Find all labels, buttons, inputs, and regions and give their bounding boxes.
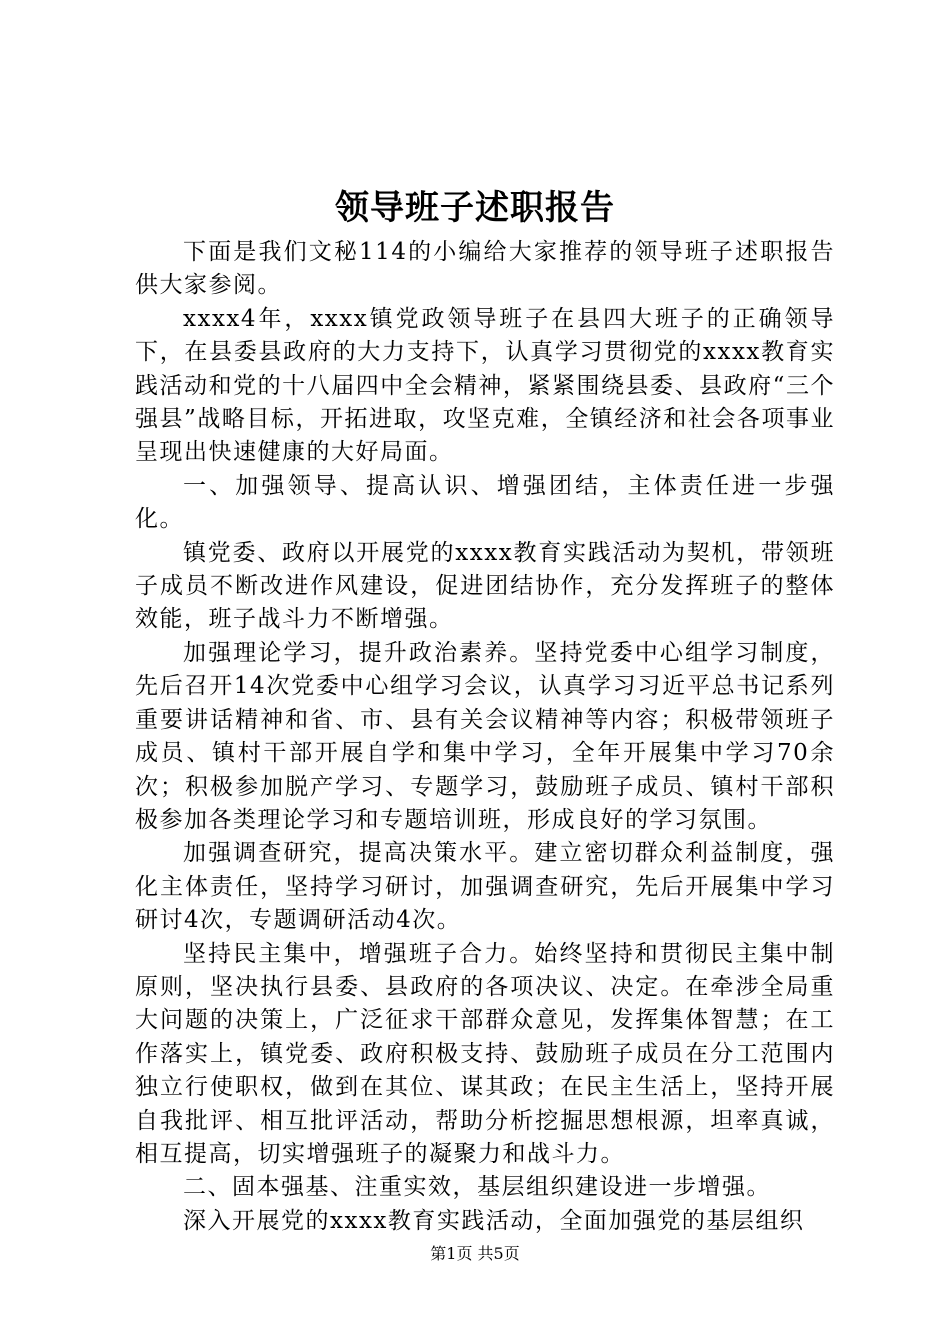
paragraph-democratic-centralism: 坚持民主集中，增强班子合力。始终坚持和贯彻民主集中制原则，坚决执行县委、县政府的各项决议、决定。在牵涉全局重大问题的决策上，广泛征求干部群众意见，发挥集体智慧；在工作落实上，镇党委、政府积极支持、鼓励班子成员在分工范围内独立行使职权，做到在其位、谋其政；在民主生活上，坚持开展自我批评、相互批评活动，帮助分析挖掘思想根源，坦率真诚，相互提高，切实增强班子的凝聚力和战斗力。 — [135, 940, 835, 1167]
document-body — [135, 236, 835, 1238]
paragraph-research: 加强调查研究，提高决策水平。建立密切群众利益制度，强化主体责任，坚持学习研讨，加强调查研究，先后开展集中学习研讨4次，专题调研活动4次。 — [135, 840, 835, 934]
document-title: 领导班子述职报告 — [335, 188, 615, 228]
section-heading-1: 一、加强领导、提高认识、增强团结，主体责任进一步强化。 — [135, 472, 835, 533]
paragraph-theory-study: 加强理论学习，提升政治素养。坚持党委中心组学习制度，先后召开14次党委中心组学习会议，认真学习习近平总书记系列重要讲话精神和省、市、县有关会议精神等内容；积极带领班子成员、镇村干部开展自学和集中学习，全年开展集中学习70余次；积极参加脱产学习、专题学习，鼓励班子成员、镇村干部积极参加各类理论学习和专题培训班，形成良好的学习氛围。 — [135, 639, 835, 833]
paragraph-summary: xxxx4年，xxxx镇党政领导班子在县四大班子的正确领导下，在县委县政府的大力支持下，认真学习贯彻党的xxxx教育实践活动和党的十八届四中全会精神，紧紧围绕县委、县政府“三个强县”战略目标，开拓进取，攻坚克难，全镇经济和社会各项事业呈现出快速健康的大好局面。 — [135, 305, 835, 466]
paragraph-intro: 下面是我们文秘114的小编给大家推荐的领导班子述职报告供大家参阅。 — [135, 239, 835, 299]
section-heading-2: 二、固本强基、注重实效，基层组织建设进一步增强。 — [183, 1174, 771, 1201]
paragraph-section-2-start: 深入开展党的xxxx教育实践活动，全面加强党的基层组织 — [183, 1207, 805, 1234]
paragraph-section-1-intro: 镇党委、政府以开展党的xxxx教育实践活动为契机，带领班子成员不断改进作风建设，促进团结协作，充分发挥班子的整体效能，班子战斗力不断增强。 — [135, 539, 835, 633]
page-number-footer: 第1页 共5页 — [430, 1244, 520, 1263]
